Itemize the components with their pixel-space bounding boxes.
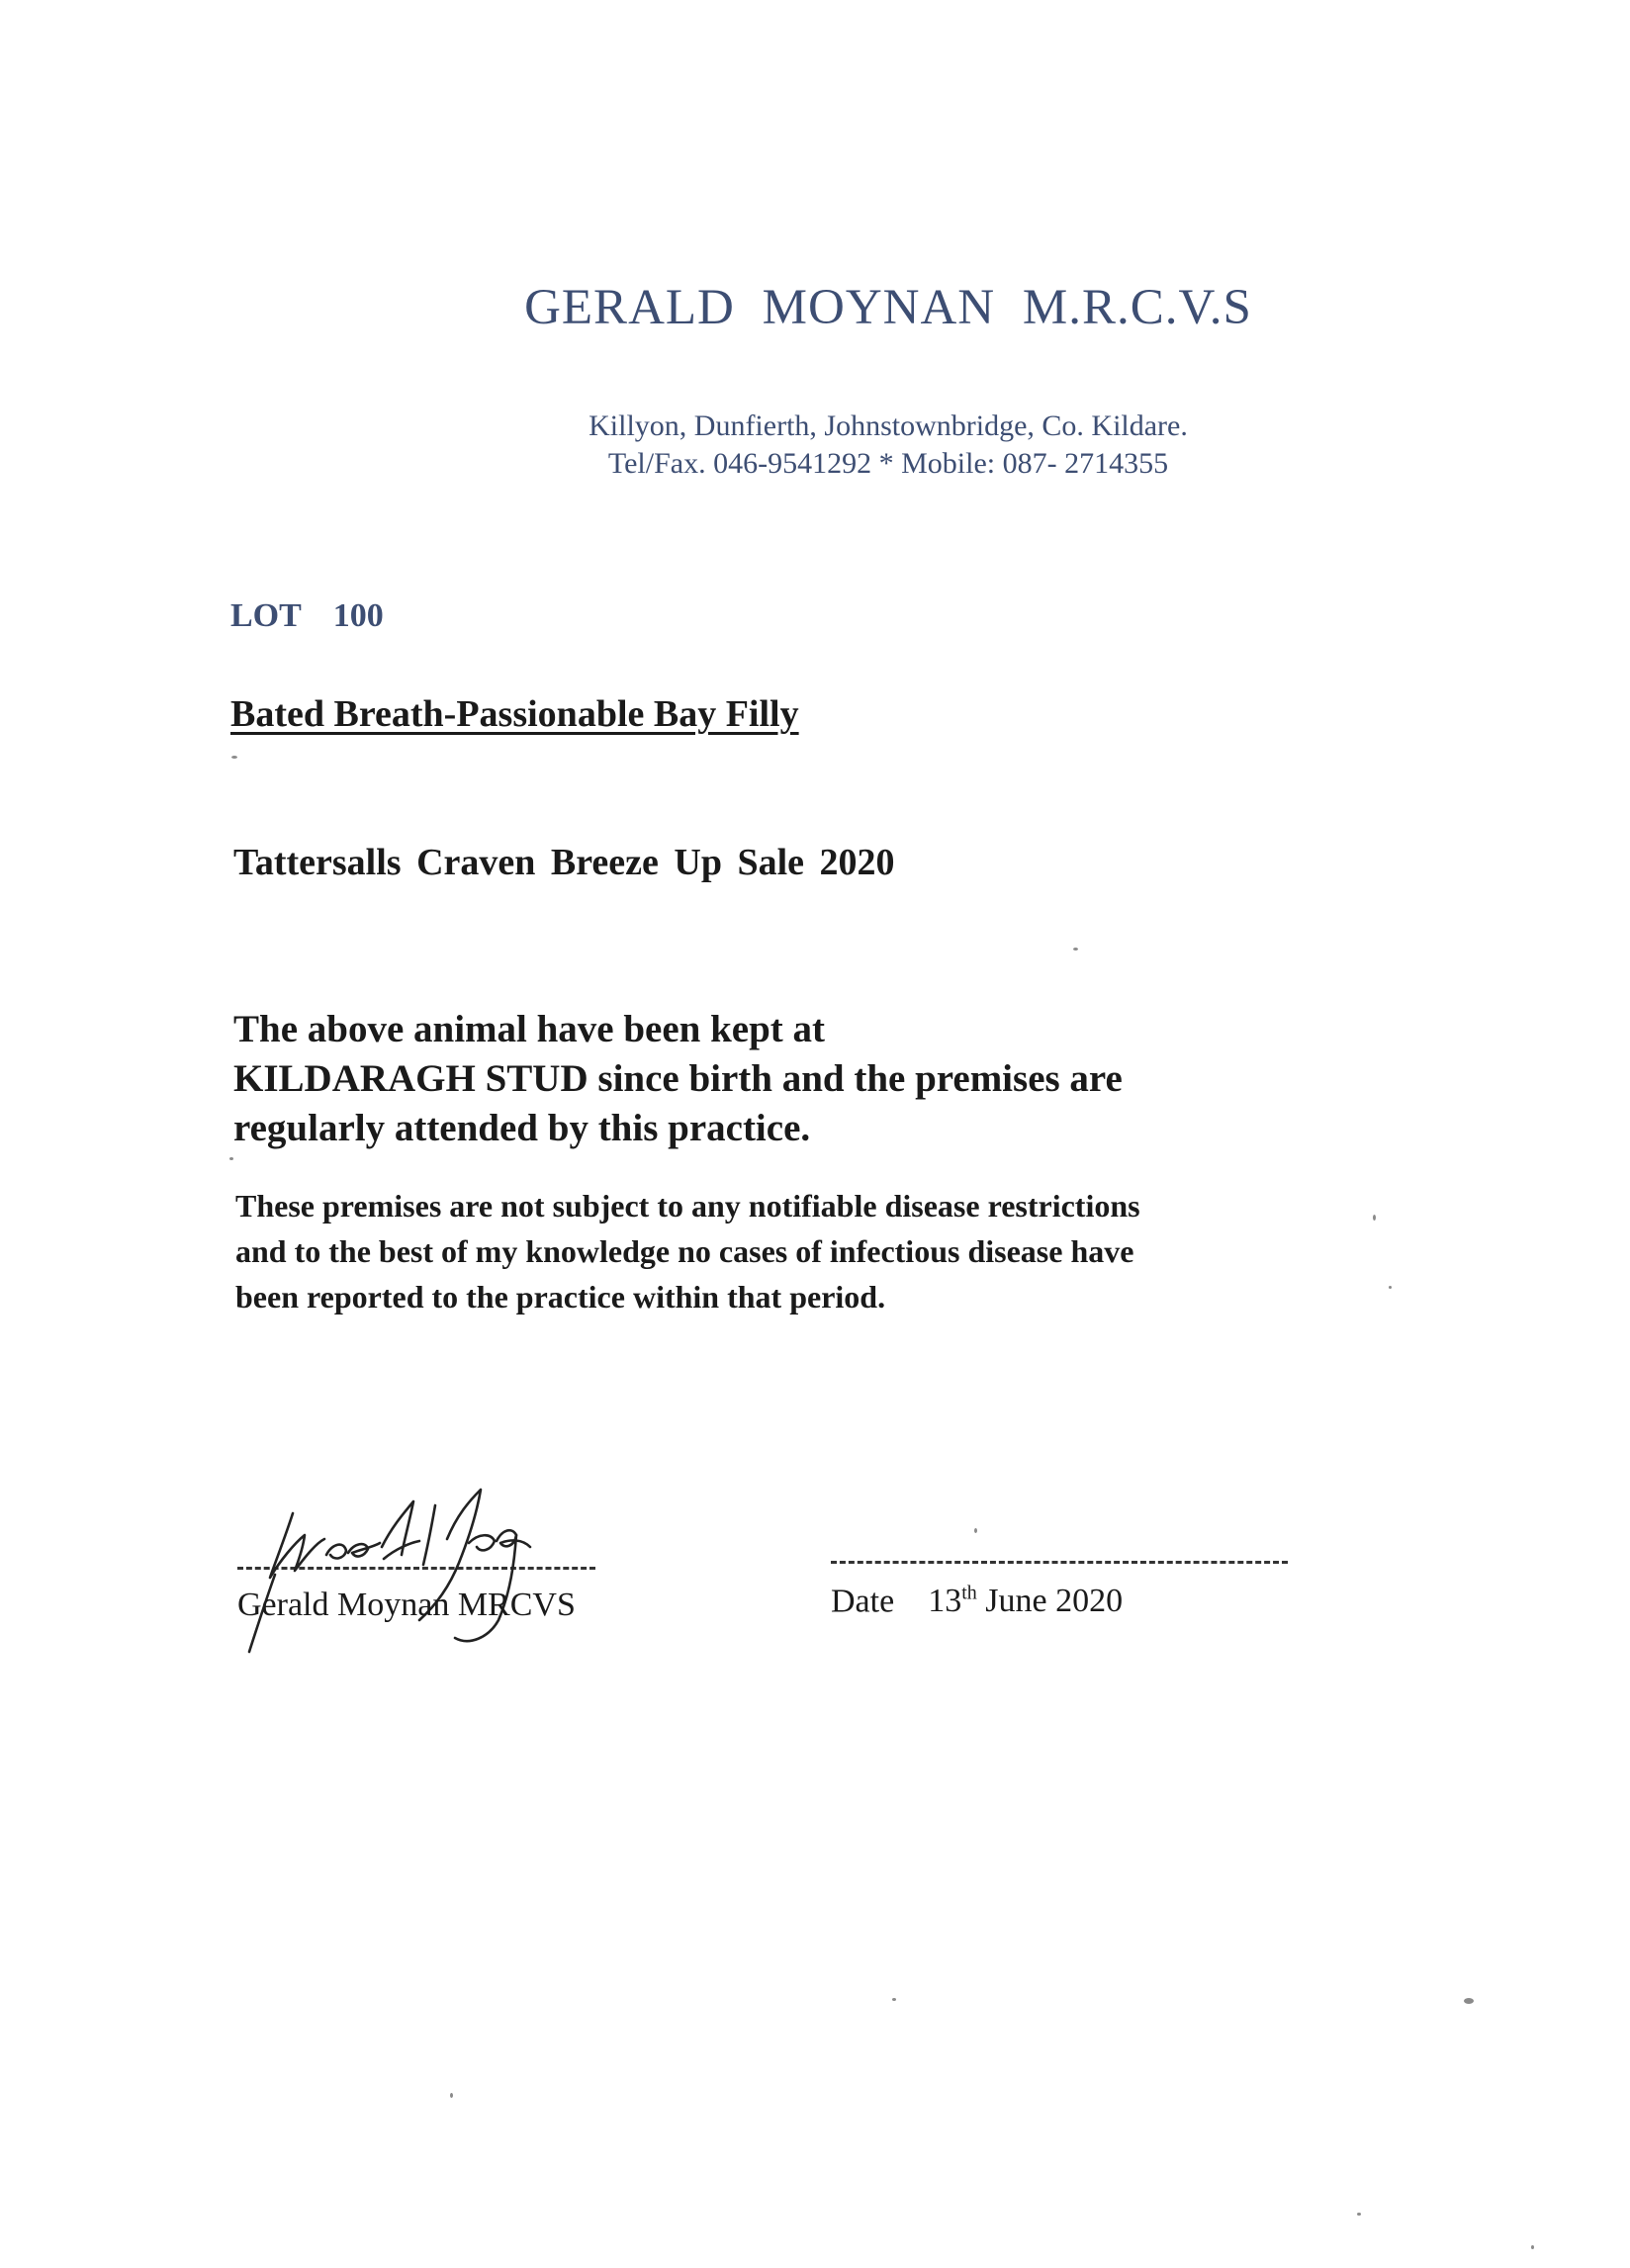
premises-line: These premises are not subject to any notifiable disease restrictions xyxy=(235,1188,1140,1224)
scan-speck xyxy=(450,2093,453,2098)
scan-speck xyxy=(974,1528,977,1533)
premises-note xyxy=(235,1183,1140,1319)
scan-speck xyxy=(1357,2213,1361,2216)
statement-line: The above animal have been kept at xyxy=(233,1008,826,1050)
contact-line: Tel/Fax. 046-9541292 * Mobile: 087- 2714355 xyxy=(607,447,1169,480)
lot-value: 100 xyxy=(332,597,384,634)
date-label: Date xyxy=(831,1583,895,1620)
date-month-year: June 2020 xyxy=(976,1583,1124,1620)
date-suffix: th xyxy=(961,1583,977,1604)
date-line xyxy=(831,1561,1288,1564)
letterhead-name: GERALD MOYNAN M.R.C.V.S xyxy=(524,280,1252,335)
statement-line: regularly attended by this practice. xyxy=(233,1107,811,1149)
scan-speck xyxy=(229,1157,233,1160)
date-value xyxy=(928,1583,1123,1619)
scan-speck xyxy=(1464,1998,1474,2004)
scan-speck xyxy=(1531,2245,1534,2249)
lot-number xyxy=(230,597,384,635)
sale-name: Tattersalls Craven Breeze Up Sale 2020 xyxy=(233,842,895,883)
address-line: Killyon, Dunfierth, Johnstownbridge, Co. Kildare. xyxy=(589,409,1188,442)
handwritten-signature xyxy=(235,1444,631,1672)
scan-speck xyxy=(1073,948,1078,951)
date-day: 13 xyxy=(928,1583,962,1620)
statement-line: KILDARAGH STUD since birth and the premises are xyxy=(233,1057,1123,1100)
scan-speck xyxy=(1373,1215,1376,1221)
horse-description: Bated Breath-Passionable Bay Filly xyxy=(230,693,799,735)
scan-speck xyxy=(231,756,237,759)
premises-line: been reported to the practice within that period. xyxy=(235,1279,886,1315)
scan-speck xyxy=(892,1998,896,2001)
scan-speck xyxy=(1389,1286,1392,1289)
premises-line: and to the best of my knowledge no cases of infectious disease have xyxy=(235,1233,1134,1269)
lot-label: LOT xyxy=(230,597,302,634)
signer-name: Gerald Moynan MRCVS xyxy=(237,1587,576,1623)
letterhead-address xyxy=(0,408,1630,483)
date-field xyxy=(831,1583,1123,1620)
statement xyxy=(233,1005,1123,1153)
